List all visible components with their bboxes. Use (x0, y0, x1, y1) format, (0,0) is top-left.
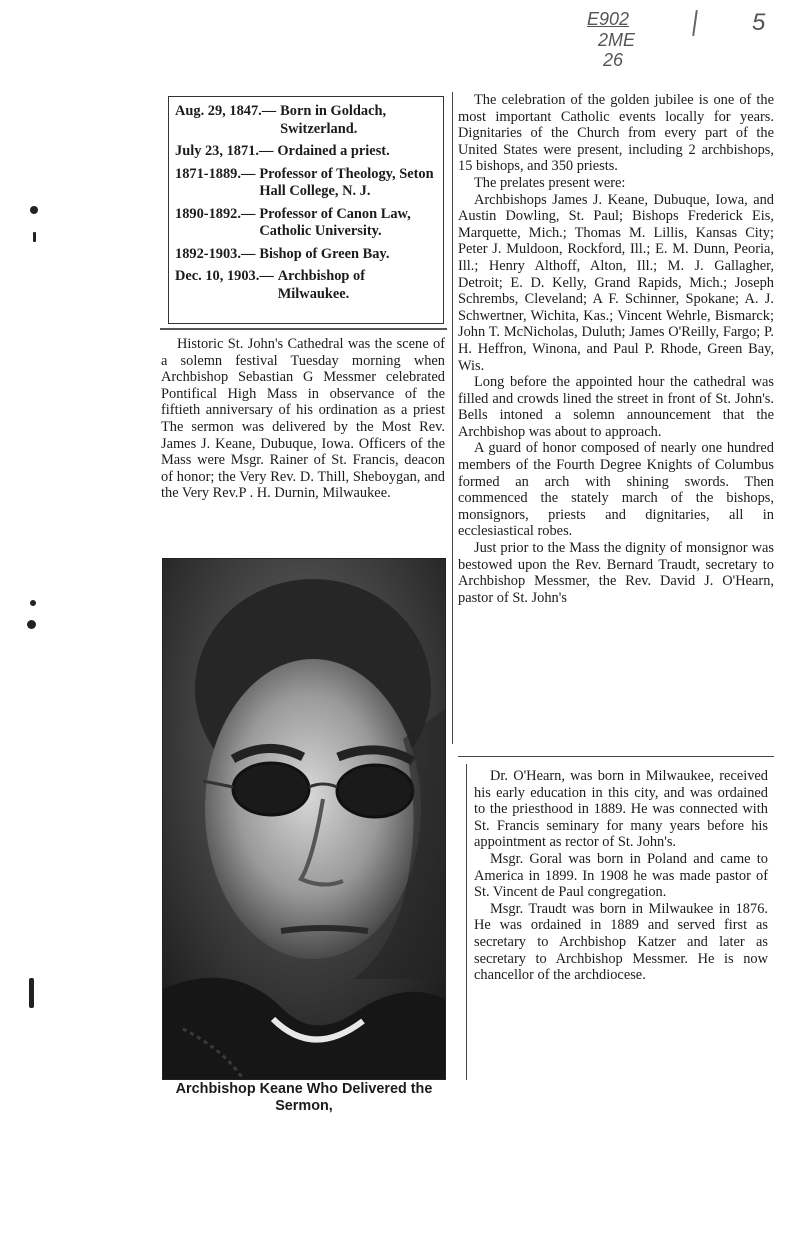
article-paragraph: Msgr. Goral was born in Poland and came to America in 1899. In 1908 he was made pastor of St. Vincent de Paul congregation. (474, 850, 768, 901)
timeline-entry (175, 103, 437, 138)
timeline-date: July 23, 1871.— (175, 143, 274, 159)
timeline-text: Bishop of Green Bay. (259, 245, 390, 262)
timeline-entry (175, 268, 437, 303)
timeline-box (168, 96, 444, 324)
article-paragraph: The prelates present were: (474, 174, 626, 191)
timeline-date: Dec. 10, 1903.— (175, 268, 274, 284)
article-paragraph: Dr. O'Hearn, was born in Milwaukee, received his early education in this city, and was ordained to the priesthood in 1889. He was connected with St. Francis seminary for many years before his appointment as rector of St. John's. (474, 768, 768, 851)
timeline-entry (175, 246, 437, 264)
portrait-illustration (163, 559, 445, 1079)
photo-caption (158, 1081, 450, 1115)
timeline-date: 1890-1892.— (175, 205, 256, 222)
timeline-text: Professor of Canon Law, Catholic University. (259, 205, 411, 239)
timeline-date: 1871-1889.— (175, 165, 256, 182)
article-paragraph: Long before the appointed hour the cathedral was filled and crowds lined the street in front of St. John's. Bells intoned a solemn announcement that the Archbishop was about to approach. (458, 374, 774, 440)
column-divider (160, 328, 447, 330)
timeline-entry (175, 143, 437, 161)
article-column-right-continued (474, 768, 768, 984)
caption-line: Archbishop Keane Who Delivered the (175, 1081, 433, 1097)
timeline-text: Professor of Theology, Seton Hall College, N. J. (259, 165, 434, 199)
article-column-right (458, 92, 774, 606)
binding-mark (30, 600, 36, 606)
binding-mark (29, 978, 34, 1008)
timeline-date: 1892-1903.— (175, 245, 256, 262)
timeline-entry (175, 206, 437, 241)
timeline-text: Archbishop of Milwaukee. (277, 268, 366, 302)
article-paragraph: Msgr. Traudt was born in Milwaukee in 1876. He was ordained in 1889 and served first as secretary to Archbishop Katzer and later as secretary to Archbishop Messmer. He is now chancellor of the archdiocese. (474, 900, 768, 984)
archive-annotation-2: 2ME (598, 30, 636, 50)
page-number: 5 (752, 9, 766, 36)
timeline-text: Born in Goldach, Switzerland. (280, 103, 387, 137)
archive-annotation-3: 26 (603, 50, 624, 70)
article-paragraph: Just prior to the Mass the dignity of monsignor was bestowed upon the Rev. Bernard Traudt, secretary to Archbishop Messmer, the Rev. David J. O'Hearn, pastor of St. John's (458, 540, 774, 606)
portrait-photo (162, 558, 446, 1080)
column-divider (452, 92, 453, 744)
binding-mark (33, 232, 36, 242)
column-divider (466, 764, 467, 1080)
archive-annotation-1: E902 (587, 9, 630, 29)
article-paragraph: Archbishops James J. Keane, Dubuque, Iowa, and Austin Dowling, St. Paul; Bishops Frederick Eis, Marquette, Mich.; Thomas M. Lillis, Kansas City; Peter J. Muldoon, Rockford, Ill.; E. M. Dunn, Peoria, Ill.; Henry Althoff, Alton, Ill.; M. J. Gallagher, Detroit; E. D. Kelly, Grand Rapids, Mich.; Joseph Schrembs, Cleveland; A F. Schinner, Spokane; A. J. Schwertner, Wichita, Kas.; Vincent Wehrle, Bismarck; John T. McNicholas, Duluth; James O'Reilly, Fargo; P. H. Heffron, Winona, and Paul P. Rhode, Green Bay, Wis. (458, 191, 774, 374)
binding-mark (27, 620, 36, 629)
timeline-date: Aug. 29, 1847.— (175, 103, 277, 119)
article-paragraph: A guard of honor composed of nearly one hundred members of the Fourth Degree Knights of Columbus formed an arch with shining swords. Then commenced the stately march of the bishops, monsignors, priests and dignitaries, all in ecclesiastical robes. (458, 440, 774, 540)
annotation-stroke (692, 10, 698, 36)
timeline-entry (175, 166, 437, 201)
article-column-left (161, 336, 445, 502)
timeline-text: Ordained a priest. (277, 143, 390, 159)
article-paragraph: The celebration of the golden jubilee is one of the most important Catholic events locally for years. Dignitaries of the Church from every part of the United States were present, including 2 archbishops, 15 bishops, and 350 priests. (458, 92, 774, 175)
caption-line: Sermon, (275, 1098, 333, 1114)
article-paragraph: Historic St. John's Cathedral was the scene of a solemn festival Tuesday morning when Archbishop Sebastian G Messmer celebrated Pontifical High Mass in observance of the fiftieth anniversary of his ordination as a priest The sermon was delivered by the Most Rev. James J. Keane, Dubuque, Iowa. Officers of the Mass were Msgr. Rainer of St. Francis, deacon of honor; the Very Rev. D. Thill, Sheboygan, and the Very Rev.P . H. Durnin, Milwaukee. (161, 336, 445, 502)
binding-mark (30, 206, 38, 214)
column-divider (458, 756, 774, 757)
